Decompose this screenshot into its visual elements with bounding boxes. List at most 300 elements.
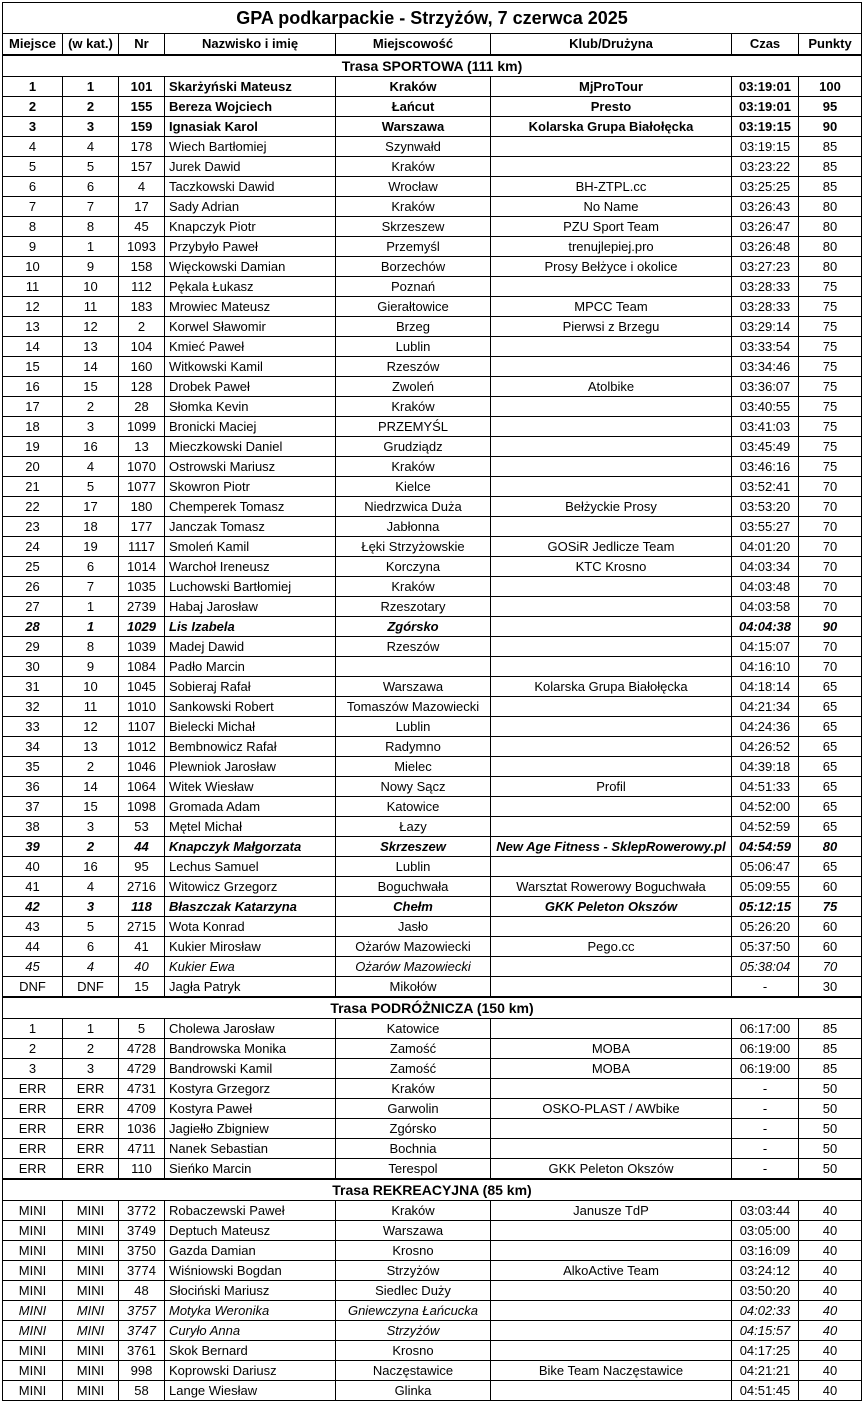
cell-number: 4709 xyxy=(119,1099,165,1119)
result-row xyxy=(3,237,862,257)
cell-number: 53 xyxy=(119,817,165,837)
cell-category-place: 19 xyxy=(63,537,119,557)
cell-name: Plewniok Jarosław xyxy=(165,757,336,777)
cell-number: 95 xyxy=(119,857,165,877)
cell-club: GKK Peleton Okszów xyxy=(491,897,732,917)
cell-club: Presto xyxy=(491,97,732,117)
cell-place: 29 xyxy=(3,637,63,657)
cell-place: 3 xyxy=(3,117,63,137)
cell-number: 1077 xyxy=(119,477,165,497)
cell-category-place: 1 xyxy=(63,77,119,97)
cell-place: 13 xyxy=(3,317,63,337)
cell-category-place: 14 xyxy=(63,777,119,797)
cell-name: Wiśniowski Bogdan xyxy=(165,1261,336,1281)
cell-time: 03:19:15 xyxy=(732,117,799,137)
result-row xyxy=(3,557,862,577)
cell-city: Ożarów Mazowiecki xyxy=(336,937,491,957)
cell-category-place: 5 xyxy=(63,917,119,937)
cell-category-place: 11 xyxy=(63,697,119,717)
cell-place: 15 xyxy=(3,357,63,377)
header-points: Punkty xyxy=(799,34,862,56)
cell-place: MINI xyxy=(3,1201,63,1221)
cell-club: Profil xyxy=(491,777,732,797)
cell-number: 1117 xyxy=(119,537,165,557)
cell-category-place: MINI xyxy=(63,1341,119,1361)
cell-city: Warszawa xyxy=(336,1221,491,1241)
cell-name: Lechus Samuel xyxy=(165,857,336,877)
result-row xyxy=(3,877,862,897)
cell-number: 5 xyxy=(119,1019,165,1039)
cell-place: ERR xyxy=(3,1139,63,1159)
cell-time: 03:28:33 xyxy=(732,277,799,297)
cell-time: 03:23:22 xyxy=(732,157,799,177)
cell-place: 11 xyxy=(3,277,63,297)
cell-number: 3774 xyxy=(119,1261,165,1281)
cell-city: Krosno xyxy=(336,1341,491,1361)
cell-city: Zgórsko xyxy=(336,617,491,637)
cell-number: 1036 xyxy=(119,1119,165,1139)
cell-category-place: 17 xyxy=(63,497,119,517)
result-row xyxy=(3,717,862,737)
cell-category-place: 1 xyxy=(63,1019,119,1039)
cell-time: 04:24:36 xyxy=(732,717,799,737)
cell-city: Krosno xyxy=(336,1241,491,1261)
cell-number: 112 xyxy=(119,277,165,297)
cell-category-place: 3 xyxy=(63,117,119,137)
result-row xyxy=(3,1039,862,1059)
cell-category-place: 8 xyxy=(63,637,119,657)
cell-city: Garwolin xyxy=(336,1099,491,1119)
result-row xyxy=(3,1201,862,1221)
cell-points: 40 xyxy=(799,1381,862,1401)
cell-name: Bielecki Michał xyxy=(165,717,336,737)
cell-club xyxy=(491,157,732,177)
cell-time: 03:40:55 xyxy=(732,397,799,417)
result-row xyxy=(3,137,862,157)
cell-place: 16 xyxy=(3,377,63,397)
cell-category-place: MINI xyxy=(63,1301,119,1321)
cell-points: 70 xyxy=(799,557,862,577)
cell-place: 36 xyxy=(3,777,63,797)
cell-category-place: 13 xyxy=(63,337,119,357)
cell-name: Luchowski Bartłomiej xyxy=(165,577,336,597)
cell-number: 48 xyxy=(119,1281,165,1301)
cell-club: PZU Sport Team xyxy=(491,217,732,237)
cell-place: ERR xyxy=(3,1119,63,1139)
result-row xyxy=(3,477,862,497)
cell-club: GOSiR Jedlicze Team xyxy=(491,537,732,557)
cell-place: 34 xyxy=(3,737,63,757)
cell-number: 1012 xyxy=(119,737,165,757)
cell-place: 18 xyxy=(3,417,63,437)
cell-club: Prosy Bełżyce i okolice xyxy=(491,257,732,277)
result-row xyxy=(3,637,862,657)
cell-points: 65 xyxy=(799,677,862,697)
cell-name: Knapczyk Małgorzata xyxy=(165,837,336,857)
cell-place: 33 xyxy=(3,717,63,737)
cell-name: Błaszczak Katarzyna xyxy=(165,897,336,917)
cell-name: Sobieraj Rafał xyxy=(165,677,336,697)
header-name: Nazwisko i imię xyxy=(165,34,336,56)
cell-number: 1107 xyxy=(119,717,165,737)
cell-place: MINI xyxy=(3,1241,63,1261)
result-row xyxy=(3,197,862,217)
cell-city: Katowice xyxy=(336,797,491,817)
cell-points: 75 xyxy=(799,277,862,297)
cell-club xyxy=(491,1139,732,1159)
cell-time: 04:15:07 xyxy=(732,637,799,657)
cell-city: Grudziądz xyxy=(336,437,491,457)
cell-number: 104 xyxy=(119,337,165,357)
cell-time: 03:26:43 xyxy=(732,197,799,217)
cell-points: 40 xyxy=(799,1221,862,1241)
cell-time: 03:53:20 xyxy=(732,497,799,517)
cell-time: 06:19:00 xyxy=(732,1059,799,1079)
cell-name: Kostyra Grzegorz xyxy=(165,1079,336,1099)
cell-time: 04:03:58 xyxy=(732,597,799,617)
cell-club: Bełżyckie Prosy xyxy=(491,497,732,517)
cell-category-place: ERR xyxy=(63,1119,119,1139)
cell-club xyxy=(491,817,732,837)
cell-category-place: 12 xyxy=(63,317,119,337)
cell-number: 178 xyxy=(119,137,165,157)
cell-number: 101 xyxy=(119,77,165,97)
cell-city: Warszawa xyxy=(336,677,491,697)
result-row xyxy=(3,777,862,797)
cell-points: 85 xyxy=(799,1019,862,1039)
cell-city: Mielec xyxy=(336,757,491,777)
cell-name: Bronicki Maciej xyxy=(165,417,336,437)
cell-city: Szynwałd xyxy=(336,137,491,157)
cell-time: 03:19:01 xyxy=(732,77,799,97)
cell-club xyxy=(491,1341,732,1361)
cell-place: 14 xyxy=(3,337,63,357)
cell-city: Gniewczyna Łańcucka xyxy=(336,1301,491,1321)
cell-time: 05:38:04 xyxy=(732,957,799,977)
result-row xyxy=(3,1139,862,1159)
cell-city: Siedlec Duży xyxy=(336,1281,491,1301)
cell-name: Skok Bernard xyxy=(165,1341,336,1361)
cell-time: 04:52:00 xyxy=(732,797,799,817)
cell-category-place: 6 xyxy=(63,557,119,577)
cell-time: - xyxy=(732,1079,799,1099)
cell-points: 40 xyxy=(799,1201,862,1221)
cell-points: 40 xyxy=(799,1321,862,1341)
cell-city: Kraków xyxy=(336,577,491,597)
cell-name: Chemperek Tomasz xyxy=(165,497,336,517)
cell-name: Drobek Paweł xyxy=(165,377,336,397)
cell-category-place: 4 xyxy=(63,137,119,157)
cell-place: 22 xyxy=(3,497,63,517)
cell-category-place: 7 xyxy=(63,197,119,217)
result-row xyxy=(3,77,862,97)
cell-name: Słociński Mariusz xyxy=(165,1281,336,1301)
cell-name: Motyka Weronika xyxy=(165,1301,336,1321)
result-row xyxy=(3,437,862,457)
result-row xyxy=(3,297,862,317)
cell-club xyxy=(491,1301,732,1321)
cell-time: 06:17:00 xyxy=(732,1019,799,1039)
cell-club xyxy=(491,757,732,777)
cell-place: MINI xyxy=(3,1341,63,1361)
cell-points: 65 xyxy=(799,797,862,817)
cell-club xyxy=(491,437,732,457)
cell-points: 75 xyxy=(799,437,862,457)
cell-category-place: MINI xyxy=(63,1221,119,1241)
cell-place: MINI xyxy=(3,1221,63,1241)
cell-number: 2715 xyxy=(119,917,165,937)
cell-club: MPCC Team xyxy=(491,297,732,317)
cell-club: Kolarska Grupa Białołęcka xyxy=(491,117,732,137)
cell-place: 17 xyxy=(3,397,63,417)
cell-city: Ożarów Mazowiecki xyxy=(336,957,491,977)
cell-place: 7 xyxy=(3,197,63,217)
cell-number: 3761 xyxy=(119,1341,165,1361)
cell-time: 03:36:07 xyxy=(732,377,799,397)
cell-club xyxy=(491,1019,732,1039)
cell-place: 45 xyxy=(3,957,63,977)
cell-name: Jagiełło Zbigniew xyxy=(165,1119,336,1139)
cell-club xyxy=(491,477,732,497)
cell-number: 4729 xyxy=(119,1059,165,1079)
cell-name: Padło Marcin xyxy=(165,657,336,677)
cell-city: Warszawa xyxy=(336,117,491,137)
cell-time: 04:01:20 xyxy=(732,537,799,557)
cell-city: Kraków xyxy=(336,1079,491,1099)
cell-category-place: 10 xyxy=(63,677,119,697)
cell-category-place: 5 xyxy=(63,157,119,177)
cell-place: 9 xyxy=(3,237,63,257)
cell-number: 28 xyxy=(119,397,165,417)
cell-time: 03:46:16 xyxy=(732,457,799,477)
results-body xyxy=(3,3,862,1401)
cell-category-place: 3 xyxy=(63,1059,119,1079)
cell-number: 177 xyxy=(119,517,165,537)
cell-category-place: MINI xyxy=(63,1261,119,1281)
cell-name: Wota Konrad xyxy=(165,917,336,937)
cell-name: Lis Izabela xyxy=(165,617,336,637)
cell-number: 1010 xyxy=(119,697,165,717)
cell-club xyxy=(491,597,732,617)
cell-city: Nowy Sącz xyxy=(336,777,491,797)
cell-category-place: 1 xyxy=(63,597,119,617)
cell-name: Przybyło Paweł xyxy=(165,237,336,257)
cell-name: Curyło Anna xyxy=(165,1321,336,1341)
cell-name: Mętel Michał xyxy=(165,817,336,837)
cell-number: 998 xyxy=(119,1361,165,1381)
cell-place: 37 xyxy=(3,797,63,817)
result-row xyxy=(3,1321,862,1341)
cell-points: 75 xyxy=(799,417,862,437)
cell-points: 65 xyxy=(799,777,862,797)
header-row xyxy=(3,34,862,56)
cell-number: 3747 xyxy=(119,1321,165,1341)
cell-city xyxy=(336,657,491,677)
cell-time: 03:27:23 xyxy=(732,257,799,277)
cell-place: 30 xyxy=(3,657,63,677)
cell-club xyxy=(491,957,732,977)
cell-time: 04:04:38 xyxy=(732,617,799,637)
cell-place: 23 xyxy=(3,517,63,537)
cell-category-place: MINI xyxy=(63,1361,119,1381)
cell-category-place: 3 xyxy=(63,897,119,917)
cell-city: Kraków xyxy=(336,197,491,217)
cell-city: Kraków xyxy=(336,157,491,177)
cell-points: 70 xyxy=(799,577,862,597)
cell-city: Lublin xyxy=(336,717,491,737)
cell-points: 65 xyxy=(799,817,862,837)
cell-number: 2739 xyxy=(119,597,165,617)
cell-place: MINI xyxy=(3,1381,63,1401)
cell-number: 3749 xyxy=(119,1221,165,1241)
cell-number: 1039 xyxy=(119,637,165,657)
cell-points: 95 xyxy=(799,97,862,117)
cell-time: 04:39:18 xyxy=(732,757,799,777)
result-row xyxy=(3,377,862,397)
cell-place: 42 xyxy=(3,897,63,917)
result-row xyxy=(3,217,862,237)
cell-number: 155 xyxy=(119,97,165,117)
cell-points: 70 xyxy=(799,497,862,517)
header-number: Nr xyxy=(119,34,165,56)
cell-name: Taczkowski Dawid xyxy=(165,177,336,197)
cell-time: - xyxy=(732,1099,799,1119)
result-row xyxy=(3,657,862,677)
cell-name: Jagła Patryk xyxy=(165,977,336,998)
cell-number: 1045 xyxy=(119,677,165,697)
cell-points: 70 xyxy=(799,517,862,537)
cell-name: Knapczyk Piotr xyxy=(165,217,336,237)
cell-time: 03:25:25 xyxy=(732,177,799,197)
cell-number: 1099 xyxy=(119,417,165,437)
cell-name: Sieńko Marcin xyxy=(165,1159,336,1180)
cell-time: - xyxy=(732,1159,799,1180)
cell-place: ERR xyxy=(3,1099,63,1119)
cell-time: 04:21:34 xyxy=(732,697,799,717)
cell-place: MINI xyxy=(3,1281,63,1301)
result-row xyxy=(3,157,862,177)
cell-number: 158 xyxy=(119,257,165,277)
cell-category-place: 16 xyxy=(63,437,119,457)
result-row xyxy=(3,857,862,877)
cell-number: 1046 xyxy=(119,757,165,777)
cell-city: Boguchwała xyxy=(336,877,491,897)
cell-points: 50 xyxy=(799,1139,862,1159)
cell-category-place: ERR xyxy=(63,1079,119,1099)
cell-points: 85 xyxy=(799,137,862,157)
result-row xyxy=(3,1341,862,1361)
cell-time: 05:37:50 xyxy=(732,937,799,957)
cell-category-place: 6 xyxy=(63,177,119,197)
cell-name: Koprowski Dariusz xyxy=(165,1361,336,1381)
cell-city: Kraków xyxy=(336,457,491,477)
cell-club: Janusze TdP xyxy=(491,1201,732,1221)
cell-time: 04:03:34 xyxy=(732,557,799,577)
cell-category-place: 15 xyxy=(63,797,119,817)
cell-name: Słomka Kevin xyxy=(165,397,336,417)
cell-place: MINI xyxy=(3,1301,63,1321)
cell-number: 40 xyxy=(119,957,165,977)
cell-name: Nanek Sebastian xyxy=(165,1139,336,1159)
cell-place: 10 xyxy=(3,257,63,277)
cell-name: Janczak Tomasz xyxy=(165,517,336,537)
cell-time: 06:19:00 xyxy=(732,1039,799,1059)
cell-points: 50 xyxy=(799,1099,862,1119)
cell-name: Skowron Piotr xyxy=(165,477,336,497)
cell-time: 03:05:00 xyxy=(732,1221,799,1241)
result-row xyxy=(3,957,862,977)
cell-place: 19 xyxy=(3,437,63,457)
result-row xyxy=(3,497,862,517)
cell-club xyxy=(491,737,732,757)
cell-time: 05:12:15 xyxy=(732,897,799,917)
cell-place: MINI xyxy=(3,1261,63,1281)
cell-name: Warchoł Ireneusz xyxy=(165,557,336,577)
cell-points: 50 xyxy=(799,1159,862,1180)
result-row xyxy=(3,757,862,777)
cell-category-place: 5 xyxy=(63,477,119,497)
cell-place: 6 xyxy=(3,177,63,197)
cell-category-place: 15 xyxy=(63,377,119,397)
cell-place: 31 xyxy=(3,677,63,697)
cell-club xyxy=(491,517,732,537)
cell-number: 4711 xyxy=(119,1139,165,1159)
cell-category-place: MINI xyxy=(63,1381,119,1401)
cell-category-place: MINI xyxy=(63,1201,119,1221)
cell-category-place: 6 xyxy=(63,937,119,957)
cell-place: 39 xyxy=(3,837,63,857)
cell-points: 75 xyxy=(799,317,862,337)
cell-club: MOBA xyxy=(491,1059,732,1079)
cell-points: 40 xyxy=(799,1281,862,1301)
result-row xyxy=(3,1159,862,1180)
cell-club xyxy=(491,577,732,597)
cell-name: Robaczewski Paweł xyxy=(165,1201,336,1221)
cell-points: 70 xyxy=(799,637,862,657)
cell-points: 85 xyxy=(799,157,862,177)
cell-place: MINI xyxy=(3,1361,63,1381)
cell-time: 05:09:55 xyxy=(732,877,799,897)
cell-place: ERR xyxy=(3,1159,63,1180)
cell-time: 03:24:12 xyxy=(732,1261,799,1281)
cell-number: 1035 xyxy=(119,577,165,597)
cell-points: 85 xyxy=(799,1059,862,1079)
cell-points: 40 xyxy=(799,1261,862,1281)
cell-city: Kraków xyxy=(336,77,491,97)
cell-club: BH-ZTPL.cc xyxy=(491,177,732,197)
cell-points: 30 xyxy=(799,977,862,998)
cell-points: 90 xyxy=(799,617,862,637)
cell-category-place: 2 xyxy=(63,1039,119,1059)
cell-club: AlkoActive Team xyxy=(491,1261,732,1281)
cell-points: 75 xyxy=(799,897,862,917)
cell-club xyxy=(491,457,732,477)
cell-category-place: 9 xyxy=(63,657,119,677)
cell-club xyxy=(491,977,732,998)
result-row xyxy=(3,597,862,617)
cell-time: 04:51:33 xyxy=(732,777,799,797)
cell-club: Bike Team Naczęstawice xyxy=(491,1361,732,1381)
cell-time: 03:26:48 xyxy=(732,237,799,257)
cell-club: trenujlepiej.pro xyxy=(491,237,732,257)
result-row xyxy=(3,837,862,857)
cell-name: Wiech Bartłomiej xyxy=(165,137,336,157)
cell-club xyxy=(491,1119,732,1139)
cell-name: Madej Dawid xyxy=(165,637,336,657)
cell-place: 1 xyxy=(3,77,63,97)
result-row xyxy=(3,897,862,917)
cell-city: Tomaszów Mazowiecki xyxy=(336,697,491,717)
